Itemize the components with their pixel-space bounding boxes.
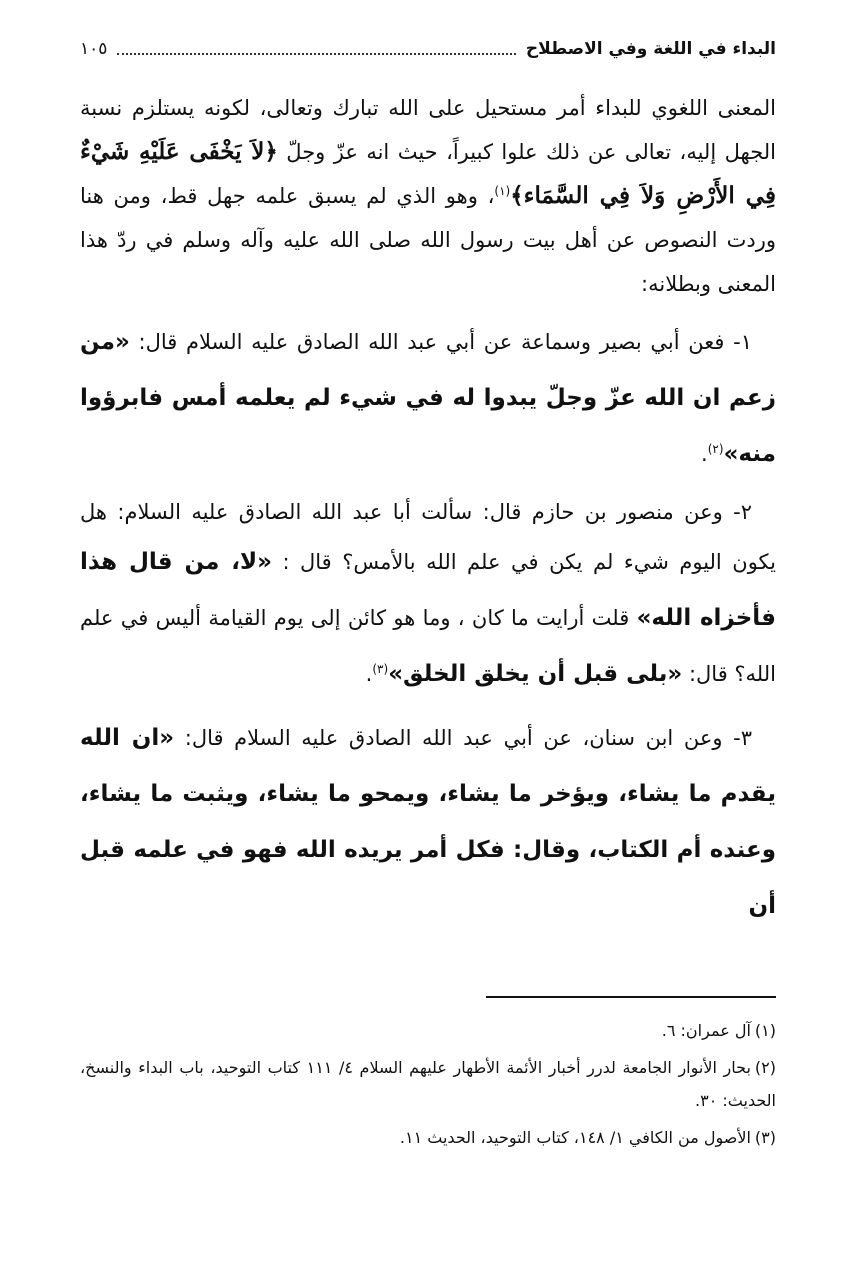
narration-2-mid: قلت أرايت ما كان ، وما هو كائن إلى يوم القيامة أليس في علم الله؟ قال:: [80, 606, 776, 686]
main-text: [80, 86, 776, 934]
footnote-ref-2: (٢): [707, 442, 724, 456]
footnote-number: (١): [754, 1021, 776, 1040]
quran-verse: ﴿لاَ يَخْفَى عَلَيْهِ شَيْءٌ فِي الأَرْضِ وَلاَ فِي السَّمَاء﴾: [80, 138, 776, 209]
book-page: [80, 0, 776, 1270]
narration-1-intro: ١- فعن أبي بصير وسماعة عن أبي عبد الله الصادق عليه السلام قال:: [129, 330, 752, 354]
paragraph-narration-2: [80, 490, 776, 702]
narration-1-end: .: [701, 442, 708, 466]
narration-2-quote-2: «بلى قبل أن يخلق الخلق»: [388, 661, 683, 687]
footnote-2: [80, 1051, 776, 1117]
footnote-text: آل عمران: ٦.: [661, 1021, 751, 1040]
footnotes: [80, 1014, 776, 1158]
paragraph-narration-1: [80, 314, 776, 482]
narration-1-quote: «من زعم ان الله عزّ وجلّ يبدوا له في شيء لم يعلمه أمس فابرؤوا منه»: [80, 329, 776, 467]
narration-3-quote: «ان الله يقدم ما يشاء، ويؤخر ما يشاء، ويمحو ما يشاء، ويثبت ما يشاء، وعنده أم الكتاب، وقال: فكل أمر يريده الله فهو في علمه قبل أن: [80, 725, 776, 919]
footnote-3: [80, 1121, 776, 1154]
intro-text-cont: ، وهو الذي لم يسبق علمه جهل قط، ومن هنا وردت النصوص عن أهل بيت رسول الله صلى الله عليه وآله وسلم في ردّ هذا المعنى وبطلانه:: [80, 184, 776, 296]
footnote-text: بحار الأنوار الجامعة لدرر أخبار الأئمة الأطهار عليهم السلام ٤/ ١١١ كتاب التوحيد، باب البداء والنسخ، الحديث: ٣٠.: [80, 1058, 776, 1110]
narration-2-end: .: [365, 662, 373, 686]
intro-text: المعنى اللغوي للبداء أمر مستحيل على الله تبارك وتعالى، لكونه يستلزم نسبة الجهل إليه، تعالى عن ذلك علوا كبيراً، حيث انه عزّ وجلّ: [80, 96, 776, 164]
running-header: [80, 34, 776, 64]
footnote-number: (٣): [754, 1128, 776, 1147]
narration-2-intro: ٢- وعن منصور بن حازم قال: سألت أبا عبد الله الصادق عليه السلام: هل يكون اليوم شيء لم يكن في علم الله بالأمس؟ قال :: [80, 500, 776, 574]
footnote-number: (٢): [754, 1058, 776, 1077]
footnote-ref-3: (٣): [372, 662, 389, 676]
leader-dots: [117, 43, 516, 55]
narration-3-intro: ٣- وعن ابن سنان، عن أبي عبد الله الصادق عليه السلام قال:: [174, 726, 752, 750]
footnote-1: [80, 1014, 776, 1047]
chapter-title: البداء في اللغة وفي الاصطلاح: [525, 39, 776, 59]
page-number: ١٠٥: [80, 39, 108, 59]
paragraph-intro: [80, 86, 776, 306]
narration-2-quote-1: «لا، من قال هذا فأخزاه الله»: [80, 549, 776, 631]
paragraph-narration-3: [80, 710, 776, 934]
footnote-ref-1: (١): [494, 184, 511, 198]
footnote-text: الأصول من الكافي ١/ ١٤٨، كتاب التوحيد، الحديث ١١.: [399, 1128, 751, 1147]
footnote-separator: [486, 996, 776, 998]
